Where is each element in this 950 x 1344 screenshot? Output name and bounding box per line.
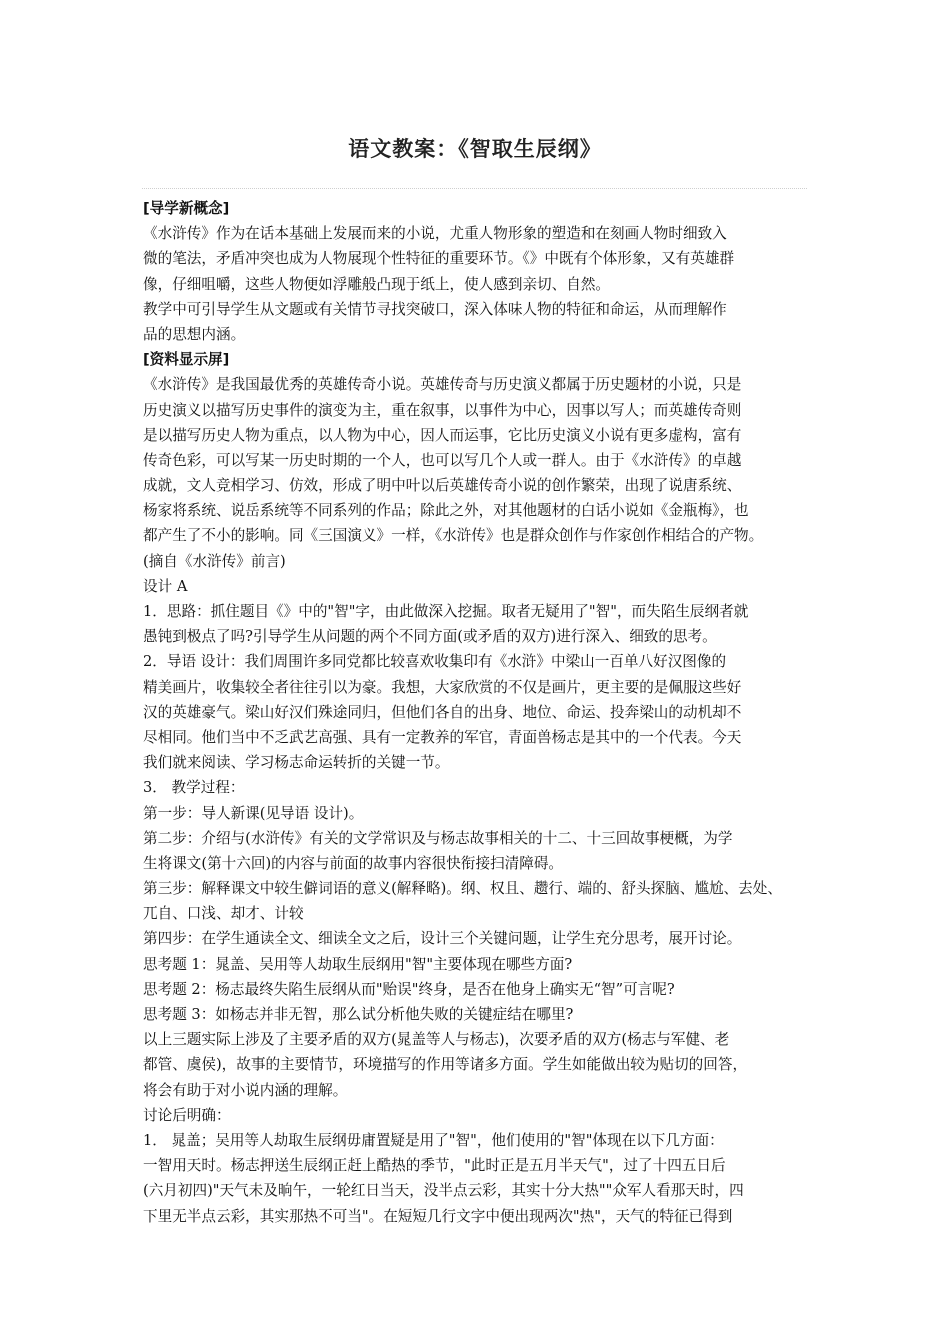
text-line: 尽相同。他们当中不乏武艺高强、具有一定教养的军官，青面兽杨志是其中的一个代表。今天 [143, 728, 742, 746]
text-line: 设计 A [143, 577, 188, 595]
text-line: 第三步：解释课文中较生僻词语的意义(解释略)。纲、权且、趱行、端的、舒头探脑、尴尬、去处、 [143, 880, 782, 898]
document-body [143, 196, 823, 1229]
text-line: 都产生了不小的影响。同《三国演义》一样，《水浒传》也是群众创作与作家创作相结合的产物。 [143, 527, 764, 545]
text-line: 第二步：介绍与(水浒传》有关的文学常识及与杨志故事相关的十二、十三回故事梗概，为学 [143, 829, 733, 847]
text-line: 像，仔细咀嚼，这些人物便如浮雕般凸现于纸上，使人感到亲切、自然。 [143, 275, 611, 293]
text-line: 以上三题实际上涉及了主要矛盾的双方(晁盖等人与杨志)，次要矛盾的双方(杨志与军健、老 [143, 1031, 730, 1049]
text-line: 3． 教学过程： [143, 779, 245, 797]
text-line: 历史演义以描写历史事件的演变为主，重在叙事，以事件为中心，因事以写人；而英雄传奇则 [143, 401, 742, 419]
text-line: 汉的英雄豪气。梁山好汉们殊途同归，但他们各自的出身、地位、命运、投奔梁山的动机却不 [143, 703, 742, 721]
text-line: 《水浒传》作为在话本基础上发展而来的小说，尤重人物形象的塑造和在刻画人物时细致入 [143, 225, 727, 243]
text-line: 《水浒传》是我国最优秀的英雄传奇小说。英雄传奇与历史演义都属于历史题材的小说，只是 [143, 376, 742, 394]
text-line: 微的笔法，矛盾冲突也成为人物展现个性特征的重要环节。《》中既有个体形象，又有英雄群 [143, 250, 735, 268]
text-line: 是以描写历史人物为重点，以人物为中心，因人而运事，它比历史演义小说有更多虚构，富有 [143, 426, 742, 444]
text-line: 都管、虞侯)，故事的主要情节，环境描写的作用等诸多方面。学生如能做出较为贴切的回答， [143, 1056, 748, 1074]
text-line: 精美画片，收集较全者往往引以为豪。我想，大家欣赏的不仅是画片，更主要的是佩服这些好 [143, 678, 742, 696]
text-line: 品的思想内涵。 [143, 325, 246, 343]
text-line: (摘自《水浒传》前言) [143, 552, 286, 570]
page-title: 语文教案：《智取生辰纲》 [348, 137, 602, 161]
text-line: 愚钝到极点了吗?引导学生从问题的两个不同方面(或矛盾的双方)进行深入、细致的思考。 [143, 628, 717, 646]
text-line: 思考题 2：杨志最终失陷生辰纲从而"贻误"终身，是否在他身上确实无“智”可言呢? [143, 980, 675, 998]
text-line: 成就，文人竞相学习、仿效，形成了明中叶以后英雄传奇小说的创作繁荣，出现了说唐系统、 [143, 477, 742, 495]
text-line: 思考题 1：晁盖、吴用等人劫取生辰纲用"智"主要体现在哪些方面? [143, 955, 573, 973]
text-line: 下里无半点云彩，其实那热不可当"。在短短几行文字中便出现两次"热"，天气的特征已得到 [143, 1207, 733, 1225]
text-line: 传奇色彩，可以写某一历史时期的一个人，也可以写几个人或一群人。由于《水浒传》的卓越 [143, 451, 742, 469]
title-divider [142, 188, 807, 189]
text-line: 将会有助于对小说内涵的理解。 [143, 1081, 348, 1099]
text-line: 我们就来阅读、学习杨志命运转折的关键一节。 [143, 754, 450, 772]
section-heading: [资料显示屏] [143, 351, 230, 369]
text-line: 1． 晁盖；吴用等人劫取生辰纲毋庸置疑是用了"智"，他们使用的"智"体现在以下几方面： [143, 1131, 724, 1149]
text-line: (六月初四)"天气未及晌午，一轮红日当天，没半点云彩，其实十分大热""众军人看那天时，四 [143, 1182, 744, 1200]
text-line: 教学中可引导学生从文题或有关情节寻找突破口，深入体味人物的特征和命运，从而理解作 [143, 300, 727, 318]
text-line: 1．思路：抓住题目《》中的"智"字，由此做深入挖掘。取者无疑用了"智"，而失陷生辰纲者就 [143, 603, 749, 620]
text-line: 杨家将系统、说岳系统等不同系列的作品；除此之外，对其他题材的白话小说如《金瓶梅》，也 [143, 502, 749, 520]
text-line: 一智用天时。杨志押送生辰纲正赶上酷热的季节，"此时正是五月半天气"，过了十四五日后 [143, 1157, 726, 1175]
text-line: 讨论后明确： [143, 1106, 231, 1124]
text-line: 第四步：在学生通读全文、细读全文之后，设计三个关键问题，让学生充分思考，展开讨论。 [143, 930, 742, 948]
text-line: 生将课文(第十六回)的内容与前面的故事内容很快衔接扫清障碍。 [143, 854, 564, 872]
section-heading: [导学新概念] [143, 200, 230, 217]
text-line: 2．导语 设计：我们周围许多同党都比较喜欢收集印有《水浒》中梁山一百单八好汉图像的 [143, 653, 727, 671]
text-line: 兀自、口浅、却才、计较 [143, 905, 304, 923]
text-line: 思考题 3：如杨志并非无智，那么试分析他失败的关键症结在哪里? [143, 1006, 574, 1023]
text-line: 第一步：导人新课(见导语 设计)。 [143, 804, 364, 822]
